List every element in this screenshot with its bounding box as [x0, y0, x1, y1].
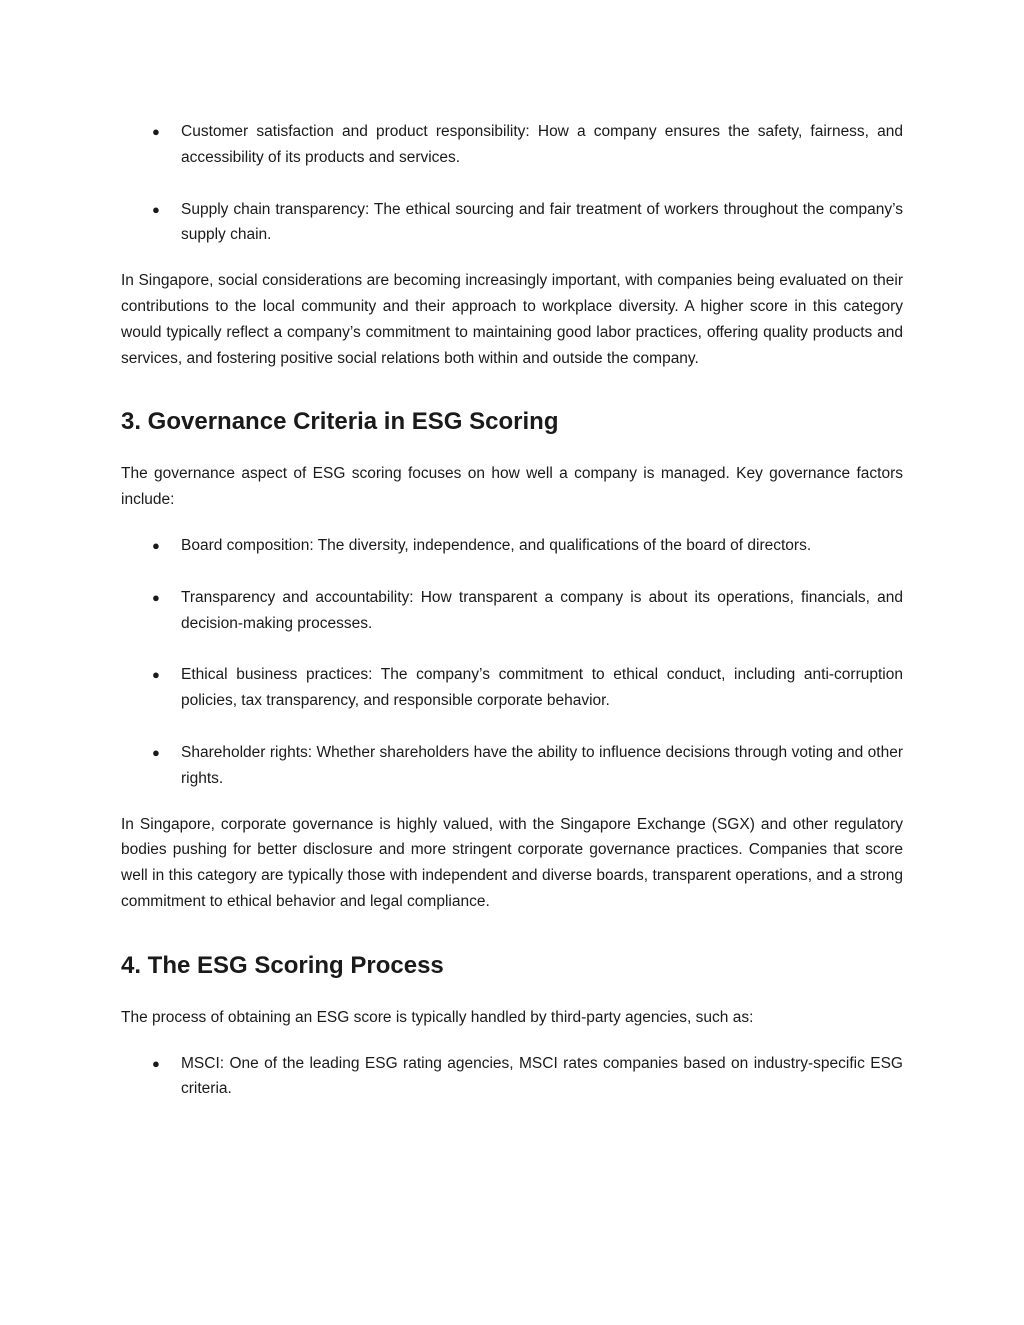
bullet-text: MSCI: One of the leading ESG rating agencies, MSCI rates companies based on industry-specific ESG criteria. — [181, 1054, 903, 1098]
list-item — [121, 585, 903, 637]
bullet-icon: ● — [152, 537, 160, 553]
social-bullet-list — [121, 119, 903, 248]
governance-paragraph: In Singapore, corporate governance is highly valued, with the Singapore Exchange (SGX) and other regulatory bodies pushing for better disclosure and more stringent corporate governance practices. Companies that score well in this category are typically those with independent and diverse boards, transparent operations, and a strong commitment to ethical behavior and legal compliance. — [121, 815, 903, 910]
bullet-text: Supply chain transparency: The ethical sourcing and fair treatment of workers throughout the company’s supply chain. — [181, 200, 903, 244]
bullet-text: Transparency and accountability: How transparent a company is about its operations, financials, and decision-making processes. — [181, 588, 903, 632]
bullet-icon: ● — [152, 201, 160, 217]
bullet-icon: ● — [152, 589, 160, 605]
governance-intro: The governance aspect of ESG scoring focuses on how well a company is managed. Key governance factors include: — [121, 465, 903, 509]
list-item — [121, 119, 903, 171]
process-intro: The process of obtaining an ESG score is typically handled by third-party agencies, such as: — [121, 1008, 754, 1026]
list-item — [121, 533, 903, 559]
list-item — [121, 662, 903, 714]
bullet-text: Shareholder rights: Whether shareholders have the ability to influence decisions through voting and other rights. — [181, 743, 903, 787]
document-page — [121, 119, 903, 1102]
section-heading-governance: 3. Governance Criteria in ESG Scoring — [121, 408, 559, 436]
bullet-icon: ● — [152, 124, 160, 139]
bullet-text: Ethical business practices: The company’s commitment to ethical conduct, including anti-corruption policies, tax transparency, and responsible corporate behavior. — [181, 666, 903, 710]
governance-bullet-list — [121, 533, 903, 792]
section-heading-process: 4. The ESG Scoring Process — [121, 951, 444, 979]
social-paragraph: In Singapore, social considerations are becoming increasingly important, with companies being evaluated on their contributions to the local community and their approach to workplace diversity. A higher score in this category would typically reflect a company’s commitment to maintaining good labor practices, offering quality products and services, and fostering positive social relations both within and outside the company. — [121, 272, 903, 367]
bullet-text: Customer satisfaction and product responsibility: How a company ensures the safety, fairness, and accessibility of its products and services. — [181, 123, 903, 166]
list-item — [121, 1051, 903, 1103]
bullet-icon: ● — [152, 744, 160, 760]
bullet-icon: ● — [152, 667, 160, 683]
list-item — [121, 740, 903, 792]
process-bullet-list — [121, 1051, 903, 1103]
list-item — [121, 197, 903, 249]
bullet-icon: ● — [152, 1055, 160, 1071]
bullet-text: Board composition: The diversity, independence, and qualifications of the board of directors. — [181, 536, 812, 554]
